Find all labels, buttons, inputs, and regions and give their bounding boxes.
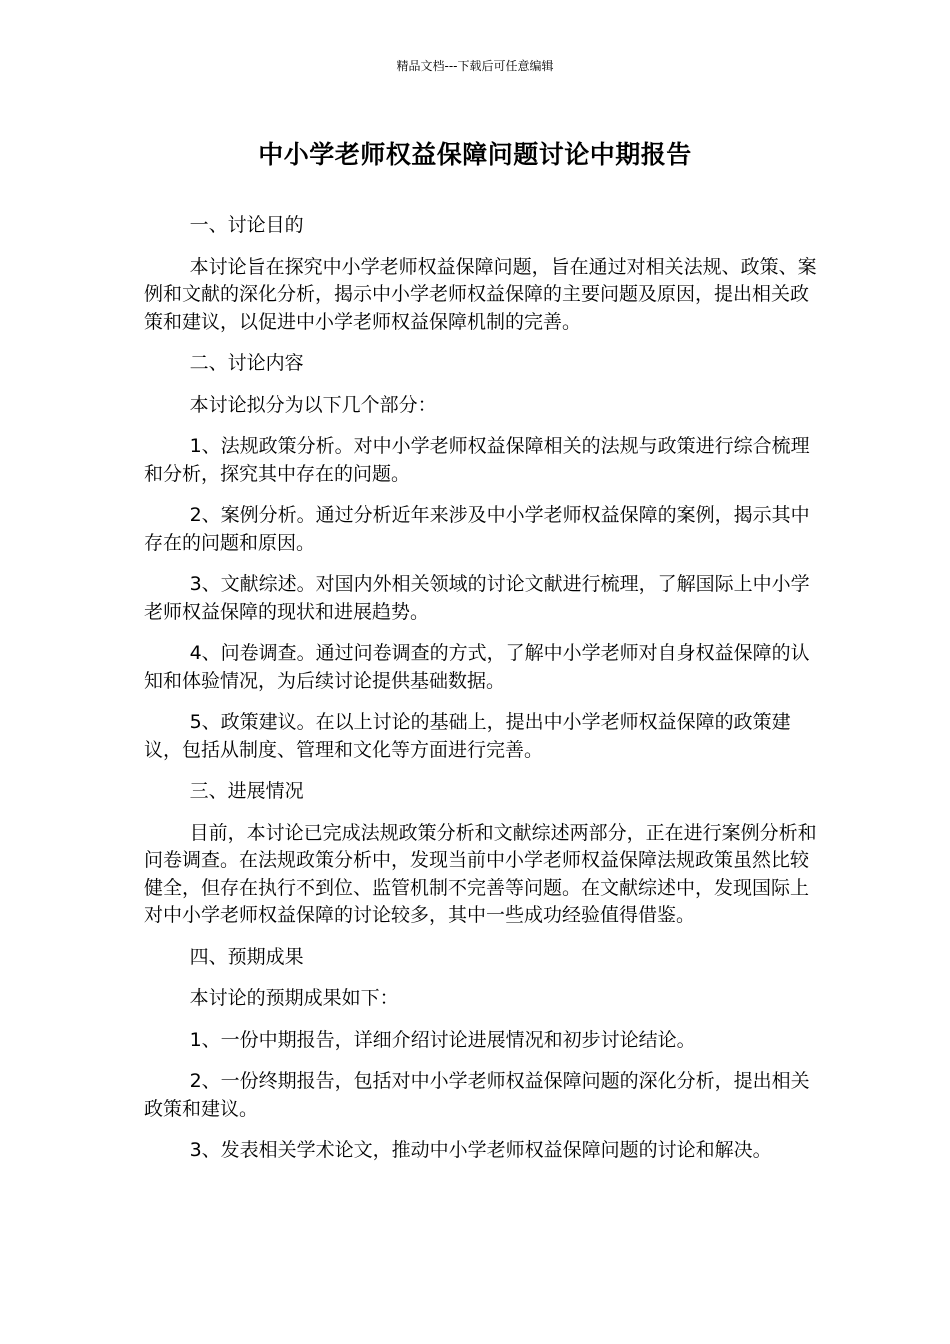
list-item-outcome-1: 1、一份中期报告，详细介绍讨论进展情况和初步讨论结论。 [189, 1028, 696, 1051]
section-heading-purpose: 一、讨论目的 [189, 214, 304, 236]
section-heading-content: 二、讨论内容 [189, 352, 304, 374]
list-item-content-4: 4、问卷调查。通过问卷调查的方式，了解中小学老师对自身权益保障的认知和体验情况，为后续讨论提供基础数据。 [144, 642, 810, 692]
paragraph-content-intro: 本讨论拟分为以下几个部分： [189, 393, 437, 416]
paragraph-purpose: 本讨论旨在探究中小学老师权益保障问题，旨在通过对相关法规、政策、案例和文献的深化分析，揭示中小学老师权益保障的主要问题及原因，提出相关政策和建议，以促进中小学老师权益保障机制的完善。 [144, 255, 817, 333]
list-item-outcome-3: 3、发表相关学术论文，推动中小学老师权益保障问题的讨论和解决。 [189, 1139, 772, 1161]
paragraph-progress: 目前，本讨论已完成法规政策分析和文献综述两部分，正在进行案例分析和问卷调查。在法规政策分析中，发现当前中小学老师权益保障法规政策虽然比较健全，但存在执行不到位、监管机制不完善等问题。在文献综述中，发现国际上对中小学老师权益保障的讨论较多，其中一些成功经验值得借鉴。 [144, 821, 817, 926]
document-title: 中小学老师权益保障问题讨论中期报告 [258, 140, 692, 169]
header-note: 精品文档---下载后可任意编辑 [396, 59, 554, 73]
list-item-content-2: 2、案例分析。通过分析近年来涉及中小学老师权益保障的案例，揭示其中存在的问题和原因。 [144, 504, 810, 554]
section-heading-outcomes: 四、预期成果 [189, 945, 304, 968]
list-item-content-5: 5、政策建议。在以上讨论的基础上，提出中小学老师权益保障的政策建议，包括从制度、管理和文化等方面进行完善。 [144, 711, 791, 761]
list-item-outcome-2: 2、一份终期报告，包括对中小学老师权益保障问题的深化分析，提出相关政策和建议。 [144, 1070, 810, 1120]
list-item-content-1: 1、法规政策分析。对中小学老师权益保障相关的法规与政策进行综合梳理和分析，探究其中存在的问题。 [144, 435, 810, 485]
section-heading-progress: 三、进展情况 [189, 780, 304, 802]
list-item-content-3: 3、文献综述。对国内外相关领域的讨论文献进行梳理，了解国际上中小学老师权益保障的现状和进展趋势。 [144, 573, 810, 623]
paragraph-outcomes-intro: 本讨论的预期成果如下： [189, 987, 399, 1009]
document-body [144, 212, 819, 1165]
